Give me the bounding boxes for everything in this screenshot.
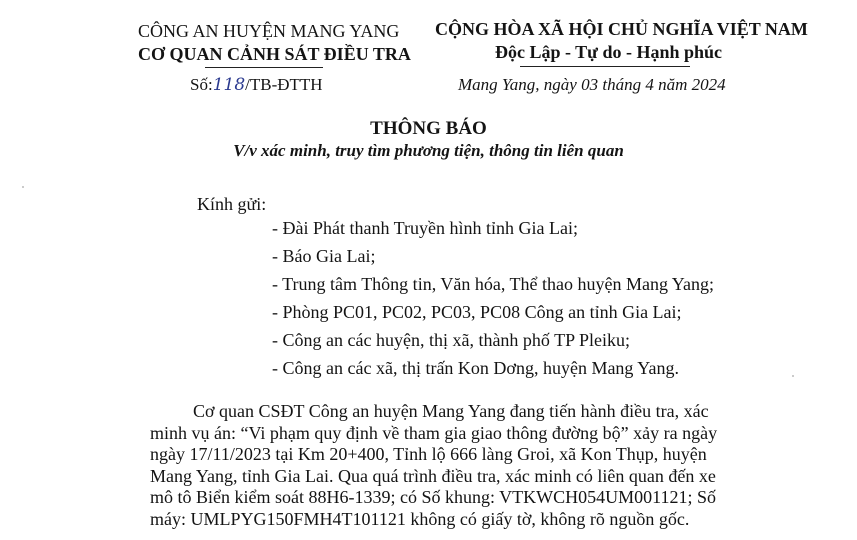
national-motto: Độc Lập - Tự do - Hạnh phúc (495, 42, 723, 62)
recipient-item: - Trung tâm Thông tin, Văn hóa, Thể thao huyện Mang Yang; (272, 274, 714, 294)
recipient-item: - Công an các xã, thị trấn Kon Dơng, huyện Mang Yang. (272, 358, 679, 378)
document-number-prefix: Số: (190, 75, 213, 94)
national-title: CỘNG HÒA XÃ HỘI CHỦ NGHĨA VIỆT NAM (435, 19, 808, 39)
scan-speck (792, 375, 794, 377)
recipient-item: - Công an các huyện, thị xã, thành phố TP Pleiku; (272, 330, 630, 350)
motto-underline (520, 66, 690, 67)
body-line: Mang Yang, tỉnh Gia Lai. Qua quá trình điều tra, xác minh có liên quan đến xe (150, 465, 716, 486)
document-number-suffix: /TB-ĐTTH (245, 75, 323, 94)
document-subject: V/v xác minh, truy tìm phương tiện, thông tin liên quan (233, 141, 624, 160)
body-paragraph (150, 401, 760, 530)
issuing-department: CƠ QUAN CẢNH SÁT ĐIỀU TRA (138, 44, 411, 64)
recipient-item: - Báo Gia Lai; (272, 246, 376, 266)
document-number (190, 75, 323, 95)
place-date: Mang Yang, ngày 03 tháng 4 năm 2024 (458, 75, 726, 94)
recipient-list (272, 217, 714, 385)
document-title: THÔNG BÁO (370, 118, 487, 139)
issuing-agency: CÔNG AN HUYỆN MANG YANG (138, 21, 400, 41)
body-line: ngày 17/11/2023 tại Km 20+400, Tỉnh lộ 666 làng Groi, xã Kon Thụp, huyện (150, 444, 707, 464)
agency-underline (205, 67, 323, 68)
recipient-item: - Đài Phát thanh Truyền hình tỉnh Gia Lai; (272, 218, 578, 238)
document-number-handwritten: 118 (212, 75, 246, 95)
body-line: máy: UMLPYG150FMH4T101121 không có giấy tờ, không rõ nguồn gốc. (150, 508, 690, 529)
body-line: Cơ quan CSĐT Công an huyện Mang Yang đang tiến hành điều tra, xác (193, 401, 709, 421)
body-line: minh vụ án: “Vi phạm quy định về tham gia giao thông đường bộ” xảy ra ngày (150, 422, 718, 443)
body-line: mô tô Biển kiểm soát 88H6-1339; có Số khung: VTKWCH054UM001121; Số (150, 487, 716, 507)
scan-speck (22, 186, 24, 188)
greeting: Kính gửi: (197, 194, 267, 214)
recipient-item: - Phòng PC01, PC02, PC03, PC08 Công an tỉnh Gia Lai; (272, 302, 682, 322)
